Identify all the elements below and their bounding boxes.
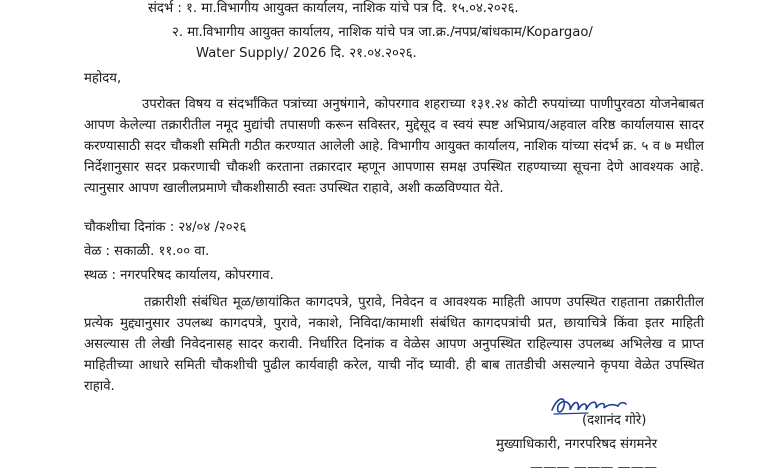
inquiry-time: वेळ : सकाळी. ११.०० वा.	[84, 244, 210, 259]
reference-2-continued: Water Supply/ 2026 दि. २१.०४.२०२६.	[196, 46, 417, 61]
body-paragraph-1: उपरोक्त विषय व संदर्भांकित पत्रांच्या अनुषंगाने, कोपरगाव शहराच्या १३१.२४ कोटी रुपयांच्या पाणीपुरवठा योजनेबाबत आपण केलेल्या तक्रारीतील नमूद मुद्यांची तपासणी करून सविस्तर, मुद्देसूद व स्वयं स्पष्ट अभिप्राय/अहवाल वरिष्ठ कार्यालयास सादर करण्यासाठी सदर चौकशी समिती गठीत करण्यात आलेली आहे. विभागीय आयुक्त कार्यालय, नाशिक यांच्या संदर्भ क्र. ५ व ७ मधील निर्देशानुसार सदर प्रकरणाची चौकशी करताना तक्रारदार म्हणून आपणास समक्ष उपस्थित राहण्याच्या सूचना देणे आवश्यक आहे. त्यानुसार आपण खालीलप्रमाणे चौकशीसाठी स्वतः उपस्थित राहावे, अशी कळविण्यात येते.	[84, 97, 704, 196]
inquiry-place: स्थळ : नगरपरिषद कार्यालय, कोपरगाव.	[84, 268, 274, 283]
salutation: महोदय,	[84, 71, 122, 86]
signatory-title: मुख्याधिकारी, नगरपरिषद संगमनेर	[496, 437, 658, 452]
signatory-name: (दशानंद गोरे)	[582, 413, 647, 428]
body-paragraph-2: तक्रारीशी संबंधित मूळ/छायांकित कागदपत्रे, पुरावे, निवेदन व आवश्यक माहिती आपण उपस्थित राहताना तक्रारीतील प्रत्येक मुद्द्यानुसार उपलब्ध कागदपत्रे, पुरावे, नकाशे, निविदा/कामाशी संबंधित कागदपत्रांची प्रत, छायाचित्रे किंवा इतर माहिती असल्यास ती लेखी निवेदनासह सादर करावी. निर्धारित दिनांक व वेळेस आपण अनुपस्थित राहिल्यास उपलब्ध अभिलेख व प्राप्त माहितीच्या आधारे समिती चौकशीची पुढील कार्यवाही करेल, याची नोंद घ्यावी. ही बाब तातडीची असल्याने कृपया वेळेत उपस्थित राहावे.	[84, 295, 704, 394]
reference-1: संदर्भ : १. मा.विभागीय आयुक्त कार्यालय, नाशिक यांचे पत्र दि. १५.०४.२०२६.	[148, 1, 519, 16]
inquiry-date: चौकशीचा दिनांक : २४/०४ /२०२६	[84, 220, 247, 235]
signatory-cut-off-line: ——— ——— ———	[530, 460, 658, 475]
reference-2: २. मा.विभागीय आयुक्त कार्यालय, नाशिक यांचे पत्र जा.क्र./नपप्र/बांधकाम/Kopargao/	[172, 25, 593, 40]
